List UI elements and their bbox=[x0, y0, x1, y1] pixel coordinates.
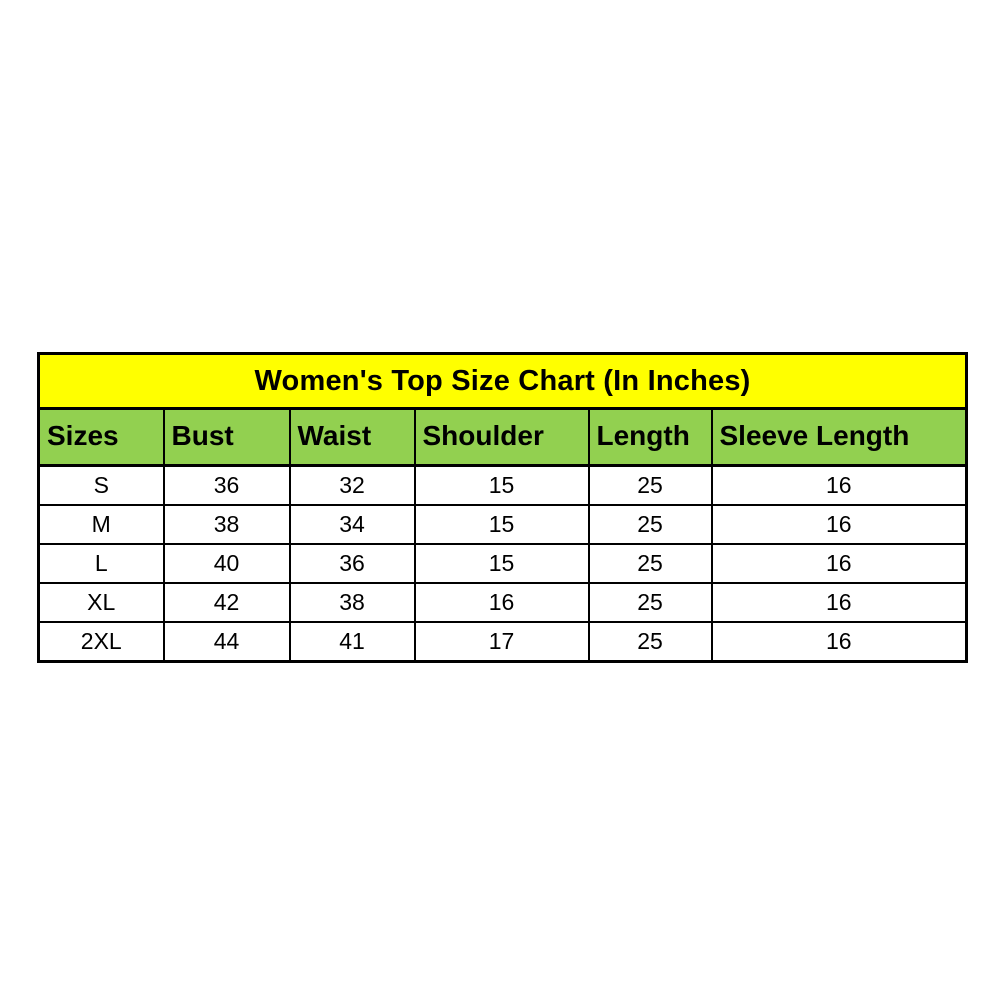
cell-sleeve-length: 16 bbox=[712, 505, 967, 544]
cell-length: 25 bbox=[589, 583, 712, 622]
cell-shoulder: 15 bbox=[415, 544, 589, 583]
cell-shoulder: 15 bbox=[415, 505, 589, 544]
cell-sleeve-length: 16 bbox=[712, 544, 967, 583]
cell-length: 25 bbox=[589, 466, 712, 506]
cell-size: S bbox=[39, 466, 164, 506]
cell-bust: 40 bbox=[164, 544, 290, 583]
cell-sleeve-length: 16 bbox=[712, 583, 967, 622]
cell-length: 25 bbox=[589, 505, 712, 544]
table-row-xl bbox=[39, 583, 967, 622]
cell-size: L bbox=[39, 544, 164, 583]
cell-waist: 36 bbox=[290, 544, 415, 583]
cell-size: M bbox=[39, 505, 164, 544]
cell-bust: 42 bbox=[164, 583, 290, 622]
cell-waist: 34 bbox=[290, 505, 415, 544]
column-header-sleeve-length: Sleeve Length bbox=[712, 409, 967, 466]
cell-waist: 38 bbox=[290, 583, 415, 622]
table-row-s bbox=[39, 466, 967, 506]
cell-sleeve-length: 16 bbox=[712, 622, 967, 662]
table-row-2xl bbox=[39, 622, 967, 662]
cell-length: 25 bbox=[589, 544, 712, 583]
chart-title: Women's Top Size Chart (In Inches) bbox=[39, 354, 967, 409]
cell-shoulder: 17 bbox=[415, 622, 589, 662]
cell-bust: 36 bbox=[164, 466, 290, 506]
table-row-l bbox=[39, 544, 967, 583]
size-chart-table bbox=[37, 352, 968, 663]
table-row-m bbox=[39, 505, 967, 544]
title-row bbox=[39, 354, 967, 409]
column-header-bust: Bust bbox=[164, 409, 290, 466]
cell-size: XL bbox=[39, 583, 164, 622]
cell-bust: 38 bbox=[164, 505, 290, 544]
column-header-waist: Waist bbox=[290, 409, 415, 466]
cell-waist: 41 bbox=[290, 622, 415, 662]
cell-shoulder: 16 bbox=[415, 583, 589, 622]
cell-waist: 32 bbox=[290, 466, 415, 506]
cell-length: 25 bbox=[589, 622, 712, 662]
cell-size: 2XL bbox=[39, 622, 164, 662]
column-header-shoulder: Shoulder bbox=[415, 409, 589, 466]
cell-bust: 44 bbox=[164, 622, 290, 662]
cell-shoulder: 15 bbox=[415, 466, 589, 506]
header-row bbox=[39, 409, 967, 466]
column-header-sizes: Sizes bbox=[39, 409, 164, 466]
cell-sleeve-length: 16 bbox=[712, 466, 967, 506]
column-header-length: Length bbox=[589, 409, 712, 466]
